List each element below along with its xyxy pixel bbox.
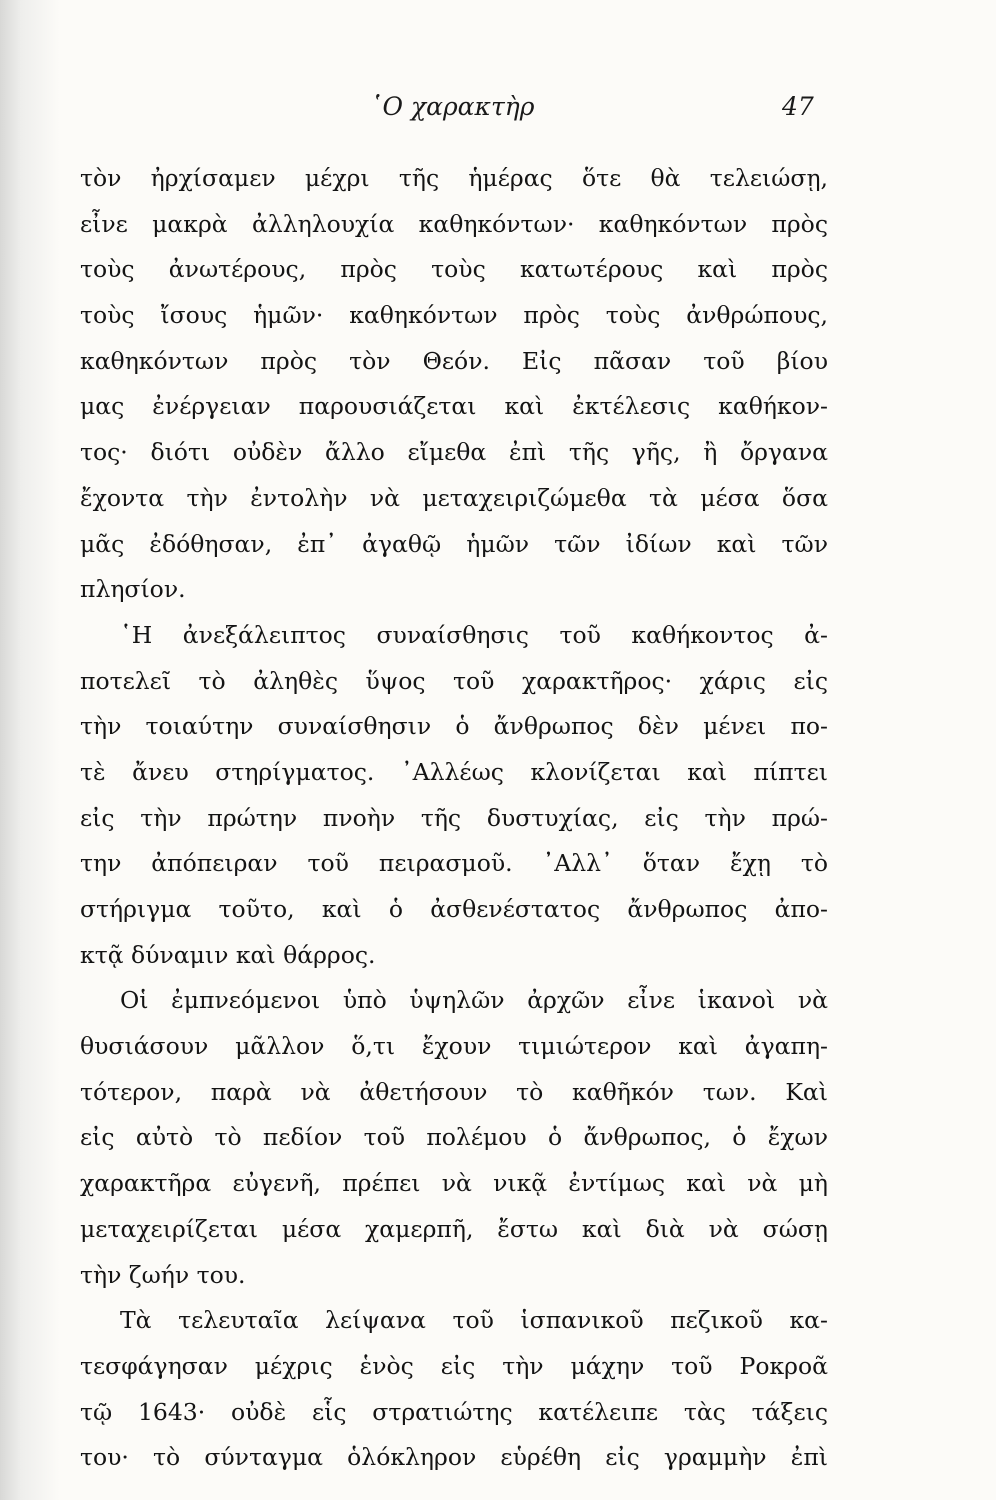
text-line: μας ἐνέργειαν παρουσιάζεται καὶ ἐκτέλεσις καθήκον-	[80, 392, 828, 421]
text-line: τὸν ἠρχίσαμεν μέχρι τῆς ἡμέρας ὅτε θὰ τελειώσῃ,	[80, 164, 828, 192]
text-line: θυσιάσουν μᾶλλον ὅ,τι ἔχουν τιμιώτερον καὶ ἀγαπη-	[80, 1032, 828, 1061]
text-line: στήριγμα τοῦτο, καὶ ὁ ἀσθενέστατος ἄνθρωπος ἀπο-	[80, 895, 828, 923]
text-line: ῾Η ἀνεξάλειπτος συναίσθησις τοῦ καθήκοντος ἀ-	[120, 620, 828, 649]
text-line: τοὺς ἀνωτέρους, πρὸς τοὺς κατωτέρους καὶ πρὸς	[80, 255, 828, 284]
body-text	[80, 156, 828, 1481]
text-line: εἰς αὐτὸ τὸ πεδίον τοῦ πολέμου ὁ ἄνθρωπος, ὁ ἔχων	[80, 1123, 828, 1152]
text-line: Τὰ τελευταῖα λείψανα τοῦ ἱσπανικοῦ πεζικοῦ κα-	[120, 1306, 828, 1335]
text-line: τοὺς ἴσους ἡμῶν· καθηκόντων πρὸς τοὺς ἀνθρώπους,	[80, 301, 828, 330]
text-line: του· τὸ σύνταγμα ὁλόκληρον εὑρέθη εἰς γραμμὴν ἐπὶ	[80, 1443, 828, 1472]
text-line: μεταχειρίζεται μέσα χαμερπῆ, ἔστω καὶ διὰ νὰ σώσῃ	[80, 1214, 828, 1243]
text-line: τὲ ἄνευ στηρίγματος. ᾿Αλλέως κλονίζεται καὶ πίπτει	[80, 757, 828, 786]
text-line: εἰς τὴν πρώτην πνοὴν τῆς δυστυχίας, εἰς τὴν πρώ-	[80, 803, 828, 832]
text-line: ποτελεῖ τὸ ἀληθὲς ὕψος τοῦ χαρακτῆρος· χάρις εἰς	[80, 666, 828, 695]
text-line: καθηκόντων πρὸς τὸν Θεόν. Εἰς πᾶσαν τοῦ βίου	[80, 346, 828, 375]
text-line: τὴν ζωήν του.	[80, 1260, 246, 1289]
text-line: κτᾷ δύναμιν καὶ θάρρος.	[80, 940, 376, 969]
text-line: τος· διότι οὐδὲν ἄλλο εἴμεθα ἐπὶ τῆς γῆς, ἢ ὄργανα	[80, 438, 828, 467]
text-line: χαρακτῆρα εὐγενῆ, πρέπει νὰ νικᾷ ἐντίμως καὶ νὰ μὴ	[80, 1169, 828, 1198]
text-line: τὴν τοιαύτην συναίσθησιν ὁ ἄνθρωπος δὲν μένει πο-	[80, 712, 828, 741]
text-line: τότερον, παρὰ νὰ ἀθετήσουν τὸ καθῆκόν των. Καὶ	[80, 1077, 828, 1106]
running-head	[0, 92, 996, 128]
text-line: ἔχοντα τὴν ἐντολὴν νὰ μεταχειριζώμεθα τὰ μέσα ὅσα	[80, 483, 828, 512]
text-line: μᾶς ἐδόθησαν, ἐπ᾿ ἀγαθῷ ἡμῶν τῶν ἰδίων καὶ τῶν	[80, 529, 828, 558]
running-head-title: ῾Ο χαρακτὴρ	[370, 92, 535, 121]
text-line: τῷ 1643· οὐδὲ εἷς στρατιώτης κατέλειπε τὰς τάξεις	[80, 1397, 828, 1426]
text-line: εἶνε μακρὰ ἀλληλουχία καθηκόντων· καθηκόντων πρὸς	[80, 209, 828, 238]
page-number: 47	[782, 92, 814, 121]
text-line: πλησίον.	[80, 575, 186, 604]
text-line: τεσφάγησαν μέχρις ἑνὸς εἰς τὴν μάχην τοῦ Ροκροᾶ	[80, 1351, 828, 1380]
text-line: Οἱ ἐμπνεόμενοι ὑπὸ ὑψηλῶν ἀρχῶν εἶνε ἱκανοὶ νὰ	[120, 986, 828, 1015]
page-binding-shadow	[0, 0, 60, 1500]
text-line: την ἀπόπειραν τοῦ πειρασμοῦ. ᾿Αλλ᾿ ὅταν ἔχῃ τὸ	[80, 849, 828, 878]
